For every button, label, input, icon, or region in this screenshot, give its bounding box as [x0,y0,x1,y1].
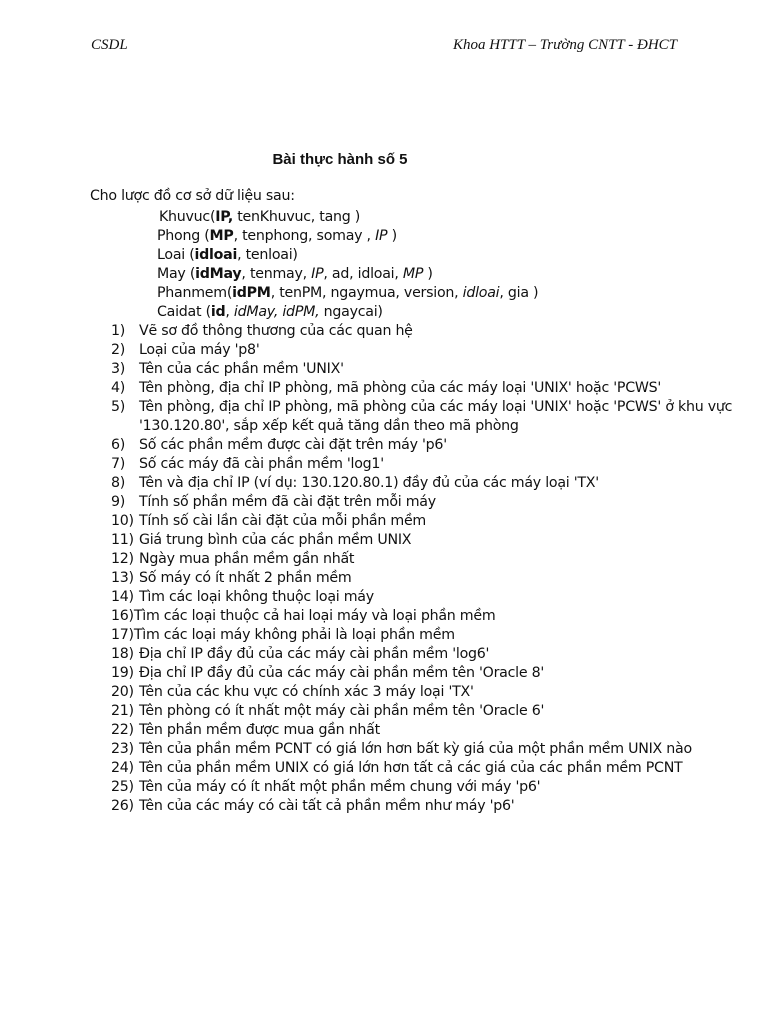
question-text: Tên của các khu vực có chính xác 3 máy loại 'TX' [139,684,474,700]
question-item [111,740,751,759]
schema-text: id [210,304,226,320]
question-text: Tên phần mềm được mua gần nhất [139,722,380,738]
question-text: Số các máy đã cài phần mềm 'log1' [139,456,384,472]
schema-text: idloai [462,285,500,301]
schema-text: , gia ) [499,285,539,301]
question-item [111,759,751,778]
question-item [111,683,751,702]
question-item [111,626,751,645]
question-number: 22) [111,722,134,738]
schema-text: , tenPM, ngaymua, version, [270,285,463,301]
intro-text: Cho lược đồ cơ sở dữ liệu sau: [90,188,295,204]
question-item [111,512,751,531]
question-item [111,664,751,683]
schema-text: ) [387,228,397,244]
question-text: Địa chỉ IP đầy đủ của các máy cài phần mềm 'log6' [139,646,490,662]
question-number: 21) [111,703,134,719]
schema-relation [157,284,538,303]
schema-relation [157,227,538,246]
schema-text: , [225,304,234,320]
question-text: Tên của các phần mềm 'UNIX' [139,361,344,377]
question-number: 25) [111,779,134,795]
question-item [111,797,751,816]
question-item [111,474,751,493]
question-number: 16) [111,608,134,624]
question-number: 13) [111,570,134,586]
question-text: Ngày mua phần mềm gần nhất [139,551,355,567]
question-item [111,493,751,512]
page-title: Bài thực hành số 5 [272,151,408,168]
question-item [111,436,751,455]
schema-text: IP [375,228,388,244]
question-text: Tên của các máy có cài tất cả phần mềm như máy 'p6' [139,798,515,814]
schema-relation [157,303,538,322]
question-text: Tên của phần mềm UNIX có giá lớn hơn tất cả các giá của các phần mềm PCNT [139,760,683,776]
question-item [111,398,751,436]
question-item [111,778,751,797]
question-number: 3) [111,361,126,377]
question-text: Tên phòng, địa chỉ IP phòng, mã phòng của các máy loại 'UNIX' hoặc 'PCWS' ở khu vực '130.120.80', sắp xếp kết quả tăng dần theo mã phòng [139,399,733,434]
question-item [111,721,751,740]
schema-text: ngaycai) [319,304,383,320]
question-number: 12) [111,551,134,567]
schema-list [157,208,538,322]
question-number: 9) [111,494,126,510]
schema-text: May ( [157,266,196,282]
question-text: Tìm các loại không thuộc loại máy [139,589,374,605]
schema-text: , tenphong, somay , [233,228,376,244]
question-text: Tính số cài lần cài đặt của mỗi phần mềm [139,513,426,529]
question-text: Tên của máy có ít nhất một phần mềm chung với máy 'p6' [139,779,541,795]
question-item [111,360,751,379]
question-text: Tên phòng, địa chỉ IP phòng, mã phòng của các máy loại 'UNIX' hoặc 'PCWS' [139,380,662,396]
question-number: 6) [111,437,126,453]
question-item [111,379,751,398]
question-number: 24) [111,760,134,776]
question-number: 23) [111,741,134,757]
question-text: Tìm các loại máy không phải là loại phần mềm [133,627,455,643]
schema-text: idloai [194,247,238,263]
question-number: 8) [111,475,126,491]
schema-text: Loai ( [157,247,195,263]
schema-text: ) [423,266,433,282]
schema-text: MP [209,228,234,244]
question-text: Giá trung bình của các phần mềm UNIX [139,532,412,548]
question-number: 14) [111,589,134,605]
question-item [111,550,751,569]
question-list [111,322,751,816]
schema-text: , tenloai) [237,247,298,263]
schema-text: IP [311,266,324,282]
schema-text: idMay [195,266,242,282]
question-number: 7) [111,456,126,472]
header-right: Khoa HTTT – Trường CNTT - ĐHCT [452,37,677,53]
schema-text: MP [402,266,424,282]
schema-text: idMay, idPM, [233,304,320,320]
schema-text: , tenmay, [241,266,312,282]
question-text: Vẽ sơ đồ thông thương của các quan hệ [139,323,413,339]
schema-text: IP, [215,209,233,225]
question-text: Số máy có ít nhất 2 phần mềm [139,570,352,586]
schema-text: tenKhuvuc, tang ) [232,209,361,225]
question-number: 5) [111,399,126,415]
question-text: Tên của phần mềm PCNT có giá lớn hơn bất kỳ giá của một phần mềm UNIX nào [139,741,692,757]
schema-relation [159,208,538,227]
question-text: Địa chỉ IP đầy đủ của các máy cài phần mềm tên 'Oracle 8' [139,665,545,681]
question-text: Tìm các loại thuộc cả hai loại máy và loại phần mềm [133,608,496,624]
schema-text: Caidat ( [157,304,211,320]
question-number: 18) [111,646,134,662]
question-item [111,322,751,341]
question-item [111,645,751,664]
schema-text: Phanmem( [157,285,233,301]
question-number: 26) [111,798,134,814]
schema-text: Phong ( [157,228,210,244]
question-item [111,607,751,626]
question-number: 20) [111,684,134,700]
question-item [111,455,751,474]
question-number: 2) [111,342,126,358]
question-text: Tên và địa chỉ IP (ví dụ: 130.120.80.1) đầy đủ của các máy loại 'TX' [139,475,599,491]
question-item [111,341,751,360]
question-number: 19) [111,665,134,681]
schema-text: idPM [232,285,271,301]
question-item [111,588,751,607]
question-item [111,569,751,588]
schema-relation [157,246,538,265]
schema-text: Khuvuc( [159,209,216,225]
question-item [111,702,751,721]
question-text: Tính số phần mềm đã cài đặt trên mỗi máy [139,494,436,510]
question-text: Số các phần mềm được cài đặt trên máy 'p6' [139,437,447,453]
question-text: Loại của máy 'p8' [139,342,260,358]
question-number: 17) [111,627,134,643]
question-number: 11) [111,532,134,548]
question-number: 4) [111,380,126,396]
question-item [111,531,751,550]
header-left: CSDL [91,37,128,53]
question-number: 10) [111,513,134,529]
question-text: Tên phòng có ít nhất một máy cài phần mềm tên 'Oracle 6' [139,703,545,719]
schema-text: , ad, idloai, [323,266,403,282]
schema-relation [157,265,538,284]
question-number: 1) [111,323,126,339]
